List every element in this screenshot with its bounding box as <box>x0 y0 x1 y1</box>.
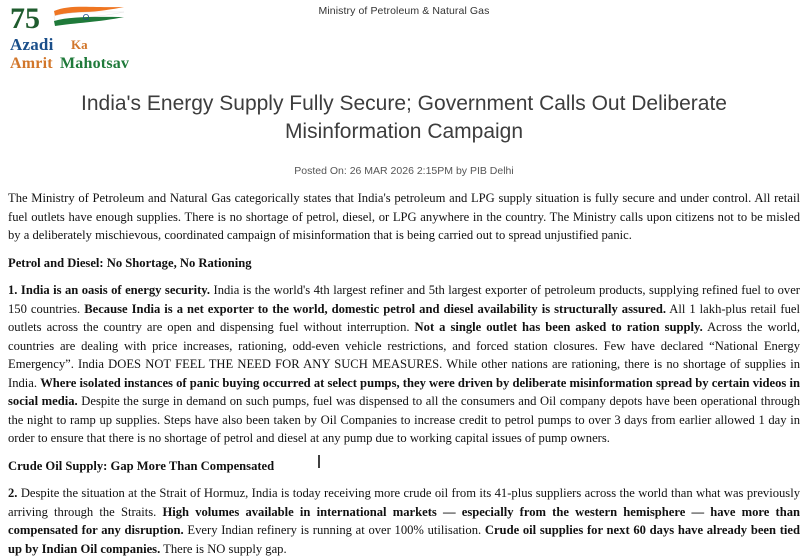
p1-bold-1: 1. India is an oasis of energy security. <box>8 283 211 298</box>
posted-on-line: Posted On: 26 MAR 2026 2:15PM by PIB Delhi <box>294 165 514 178</box>
p1-bold-4: Where isolated instances of panic buying occurred at select pumps, they were driven by deliberate misinformation spread by certain videos in social media. <box>8 375 800 409</box>
section-heading-crude-oil: Crude Oil Supply: Gap More Than Compensated <box>8 458 275 473</box>
ministry-name: Ministry of Petroleum & Natural Gas <box>318 5 490 17</box>
p2-text-1: Despite the situation at the Strait of Hormuz, India is today receiving more crude oil from its 41-plus suppliers across the world than what was previously arriving through the Straits. <box>8 486 800 519</box>
p2-bold-1: 2. <box>8 486 18 501</box>
p1-text-3: Across the world, countries are dealing with price increases, rationing, odd-even vehicle restrictions, and forced station closures. Few have declared “National Energy Emergency”. India DOES NOT FEEL THE NEED FOR ANY SUCH MEASURES. While other nations are rationing, there is no shortage of supplies in India. <box>8 320 800 390</box>
azadi-ka-amrit-mahotsav-logo <box>8 4 136 74</box>
page-title: India's Energy Supply Fully Secure; Government Calls Out Deliberate Misinformation Campaign <box>81 92 727 143</box>
logo-text-mahotsav: Mahotsav <box>60 55 130 72</box>
p2-bold-3: Crude oil supplies for next 60 days have already been tied up by Indian Oil companies. <box>8 523 801 556</box>
intro-paragraph: The Ministry of Petroleum and Natural Gas categorically states that India's petroleum and LPG supply situation is fully secure and under control. All retail fuel outlets have enough supplies. There is no shortage of petrol, diesel, or LPG anywhere in the country. The Ministry calls upon citizens not to be misled by a deliberately mischievous, coordinated campaign of misinformation that is being carried out to spread unjustified panic. <box>8 191 800 243</box>
logo-text-ka: Ka <box>71 37 88 52</box>
paragraph-2 <box>8 484 800 558</box>
p1-text-2: All 1 lakh-plus retail fuel outlets across the country are open and dispensing fuel without interruption. <box>8 301 801 335</box>
p2-text-3: There is NO supply gap. <box>160 541 287 556</box>
p1-bold-3: Not a single outlet has been asked to ration supply. <box>414 320 703 335</box>
section-heading-petrol-diesel: Petrol and Diesel: No Shortage, No Rationing <box>8 255 252 270</box>
paragraph-1 <box>8 281 800 448</box>
text-cursor <box>318 455 320 468</box>
logo-text-azadi: Azadi <box>10 35 54 54</box>
page-header <box>0 0 808 76</box>
logo-text-amrit: Amrit <box>10 55 53 72</box>
p1-text-1: India is the world's 4th largest refiner and 5th largest exporter of petroleum products, supplying refined fuel to over 150 countries. <box>8 283 800 316</box>
tricolor-flag-icon <box>52 6 126 32</box>
seventy-five-numeral: 75 <box>10 2 40 35</box>
p2-bold-2: High volumes available in international markets — especially from the western hemisphere — have more than compensated for any disruption. <box>8 504 800 538</box>
article-body <box>8 189 800 558</box>
p1-text-4: Despite the surge in demand on such pumps, fuel was dispensed to all the consumers and Oil company depots have been operational through the night to ramp up supplies. Steps have also been taken by Oil Companies to increase credit to petrol pumps to over 3 days from earlier allowed 1 day in order to ensure that there is no shortage of petrol and diesel at any pump due to working capital issues of pump owners. <box>8 394 800 446</box>
p1-bold-2: Because India is a net exporter to the world, domestic petrol and diesel availability is structurally assured. <box>84 301 666 316</box>
p2-text-2: Every Indian refinery is running at over 100% utilisation. <box>183 523 485 538</box>
